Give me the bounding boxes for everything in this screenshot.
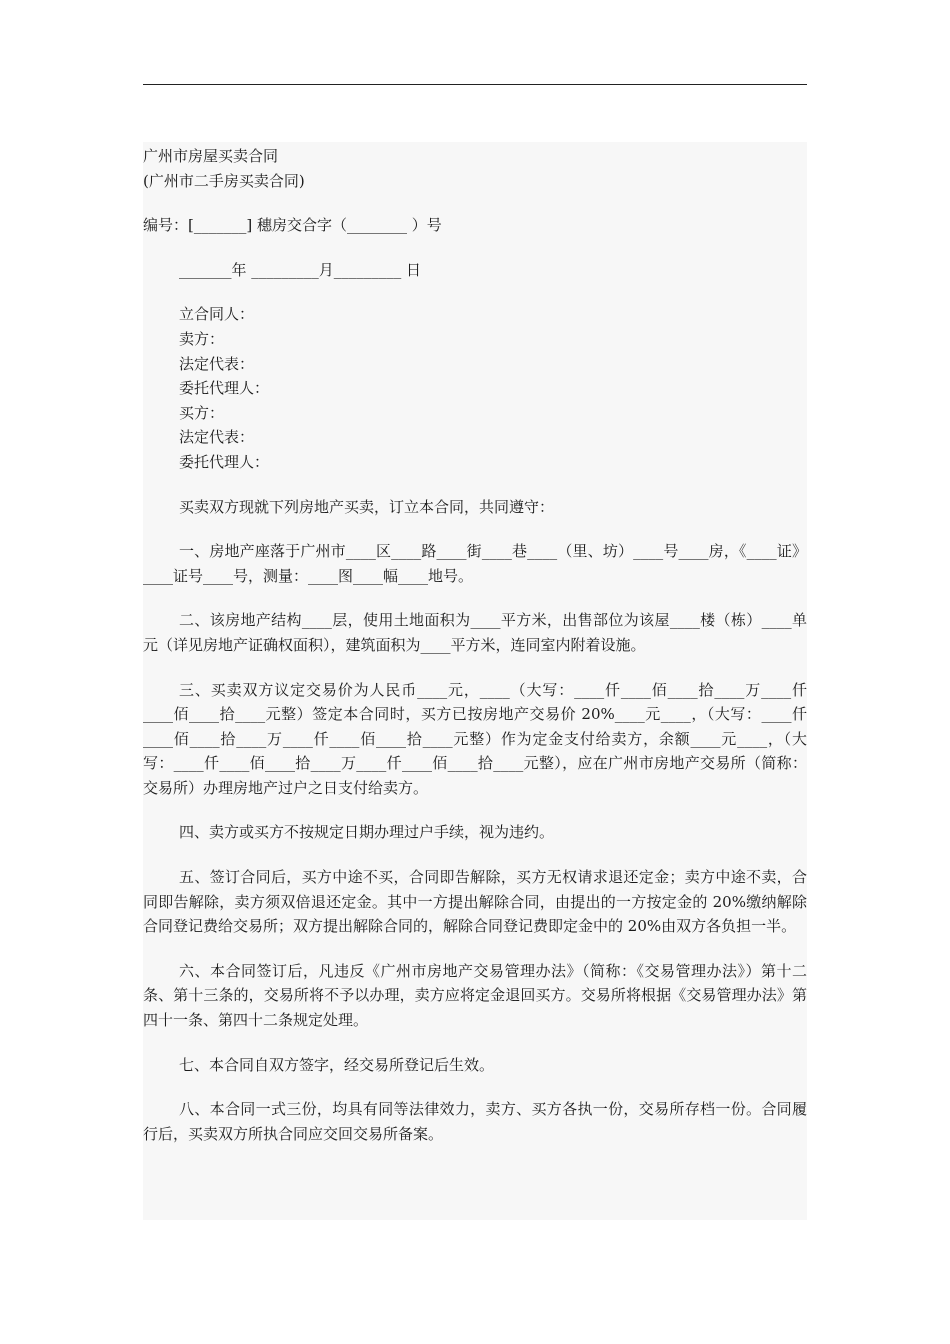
party-line: 委托代理人： [179,379,270,398]
document-title: 广州市房屋买卖合同 [143,147,279,165]
clause-paragraph: 六、本合同签订后，凡违反《广州市房地产交易管理办法》（简称：《交易管理办法》）第十二条、第十三条的，交易所将不予以办理，卖方应将定金退回买方。交易所将根据《交易管理办法》第四十一条、第四十二条规定处理。 [143,961,807,1030]
party-line: 卖方： [179,329,225,348]
clause-paragraph: 一、房地产座落于广州市____区____路____街____巷____（里、坊）____号____房，《____证》____证号____号，测量：____图____幅____地号。 [143,542,807,585]
party-line: 委托代理人： [179,452,270,471]
party-line: 立合同人： [179,305,255,324]
clause-paragraph: 二、该房地产结构____层，使用土地面积为____平方米，出售部位为该屋____楼（栋）____单元（详见房地产证确权面积），建筑面积为____平方米，连同室内附着设施。 [143,611,807,654]
party-line: 买方： [179,403,225,422]
party-line: 法定代表： [179,428,255,447]
clause-paragraph: 八、本合同一式三份，均具有同等法律效力，卖方、买方各执一份，交易所存档一份。合同履行后，买卖双方所执合同应交回交易所备案。 [143,1100,807,1143]
header-rule [143,84,807,85]
party-line: 法定代表： [179,354,255,373]
clause-paragraph: 七、本合同自双方签字，经交易所登记后生效。 [179,1055,495,1074]
parties-block [143,302,807,474]
contract-number-line: 编号：[_______] 穗房交合字（________ ）号 [143,216,442,235]
clause-paragraph: 三、买卖双方议定交易价为人民币____元，____（大写：____仟____佰____拾____万____仟____佰____拾____元整）签定本合同时，买方已按房地产交易价 20%____元____，（大写：____仟____佰____拾____万____仟____佰____拾____元整）作为定金支付给卖方，余额____元____，（大写：____仟____佰____拾____万____仟____佰____拾____元整），应在广州市房地产交易所（简称：交易所）办理房地产过户之日支付给卖方。 [143,680,807,797]
intro-paragraph: 买卖双方现就下列房地产买卖，订立本合同，共同遵守： [179,497,555,516]
document-subtitle: (广州市二手房买卖合同) [143,171,305,190]
clause-paragraph: 四、卖方或买方不按规定日期办理过户手续，视为违约。 [179,823,555,842]
contract-body [143,144,807,1146]
clause-paragraph: 五、签订合同后，买方中途不买，合同即告解除，买方无权请求退还定金；卖方中途不卖，合同即告解除，卖方须双倍退还定金。其中一方提出解除合同，由提出的一方按定金的 20%缴纳解除合同登记费给交易所；双方提出解除合同的，解除合同登记费即定金中的 20%由双方各负担一半。 [143,868,807,936]
date-line: _______年 _________月_________ 日 [179,260,422,279]
